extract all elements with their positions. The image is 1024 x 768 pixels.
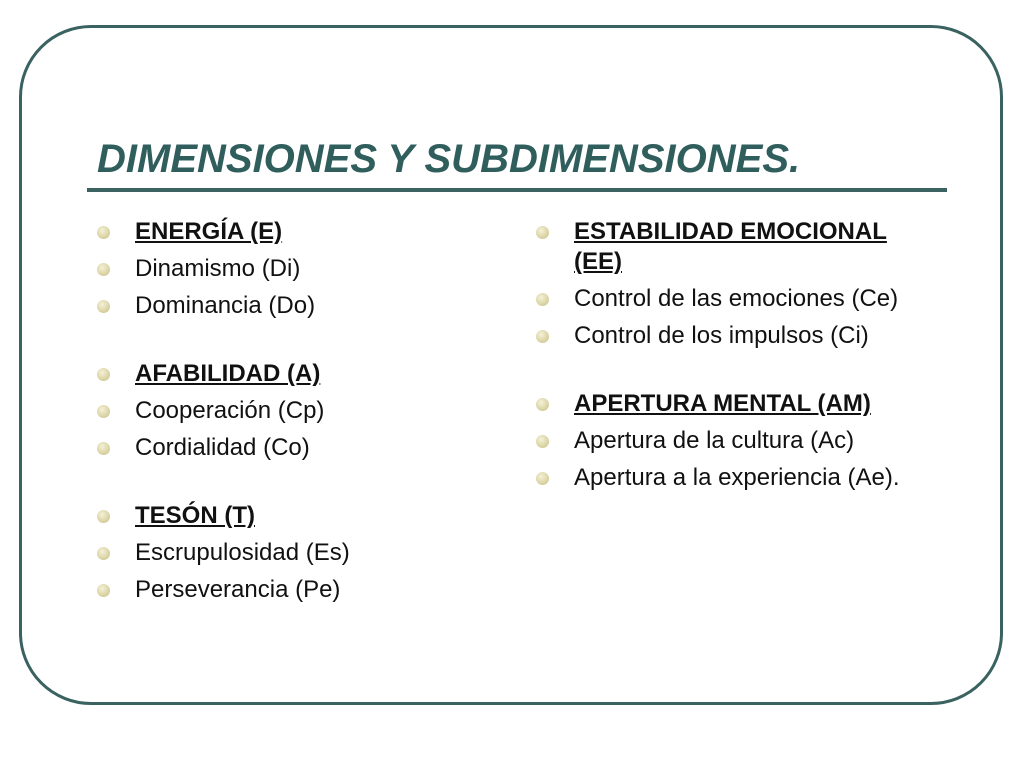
round-bullet-icon — [97, 263, 110, 276]
round-bullet-icon — [536, 435, 549, 448]
list-item — [97, 291, 477, 321]
list-item-label: ESTABILIDAD EMOCIONAL (EE) — [574, 218, 887, 275]
list-item — [97, 433, 477, 463]
round-bullet-icon — [97, 510, 110, 523]
round-bullet-icon — [97, 226, 110, 239]
round-bullet-icon — [97, 368, 110, 381]
list-item-label: APERTURA MENTAL (AM) — [574, 390, 871, 417]
list-item-label: TESÓN (T) — [135, 502, 255, 529]
round-bullet-icon — [97, 442, 110, 455]
list-item-label: Escrupulosidad (Es) — [135, 539, 350, 566]
list-item-label: Perseverancia (Pe) — [135, 576, 341, 603]
list-item-heading — [536, 389, 936, 419]
round-bullet-icon — [97, 584, 110, 597]
round-bullet-icon — [536, 330, 549, 343]
slide-title: DIMENSIONES Y SUBDIMENSIONES. — [97, 137, 801, 181]
list-item — [97, 254, 477, 284]
round-bullet-icon — [536, 472, 549, 485]
list-item-label: ENERGÍA (E) — [135, 218, 283, 245]
list-item — [536, 321, 936, 351]
round-bullet-icon — [97, 405, 110, 418]
right-bullet-list — [536, 217, 936, 500]
list-item-label: Dinamismo (Di) — [135, 255, 301, 282]
round-bullet-icon — [536, 226, 549, 239]
round-bullet-icon — [536, 398, 549, 411]
left-bullet-list — [97, 217, 477, 612]
list-item-label: Cordialidad (Co) — [135, 434, 310, 461]
list-item-label: Control de las emociones (Ce) — [574, 285, 899, 312]
list-item-label: Apertura a la experiencia (Ae). — [574, 464, 900, 491]
list-item-heading — [97, 359, 477, 389]
list-item — [97, 575, 477, 605]
list-item — [97, 396, 477, 426]
list-item — [97, 538, 477, 568]
list-item-label: AFABILIDAD (A) — [135, 360, 321, 387]
list-item-label: Cooperación (Cp) — [135, 397, 325, 424]
list-item-label: Apertura de la cultura (Ac) — [574, 427, 855, 454]
list-item — [536, 463, 936, 493]
list-item — [536, 284, 936, 314]
round-bullet-icon — [97, 547, 110, 560]
list-item-heading — [97, 501, 477, 531]
list-item-heading — [97, 217, 477, 247]
round-bullet-icon — [536, 293, 549, 306]
list-item-heading — [536, 217, 936, 277]
list-item-label: Dominancia (Do) — [135, 292, 316, 319]
title-divider — [87, 188, 947, 192]
round-bullet-icon — [97, 300, 110, 313]
list-item-label: Control de los impulsos (Ci) — [574, 322, 869, 349]
list-item — [536, 426, 936, 456]
